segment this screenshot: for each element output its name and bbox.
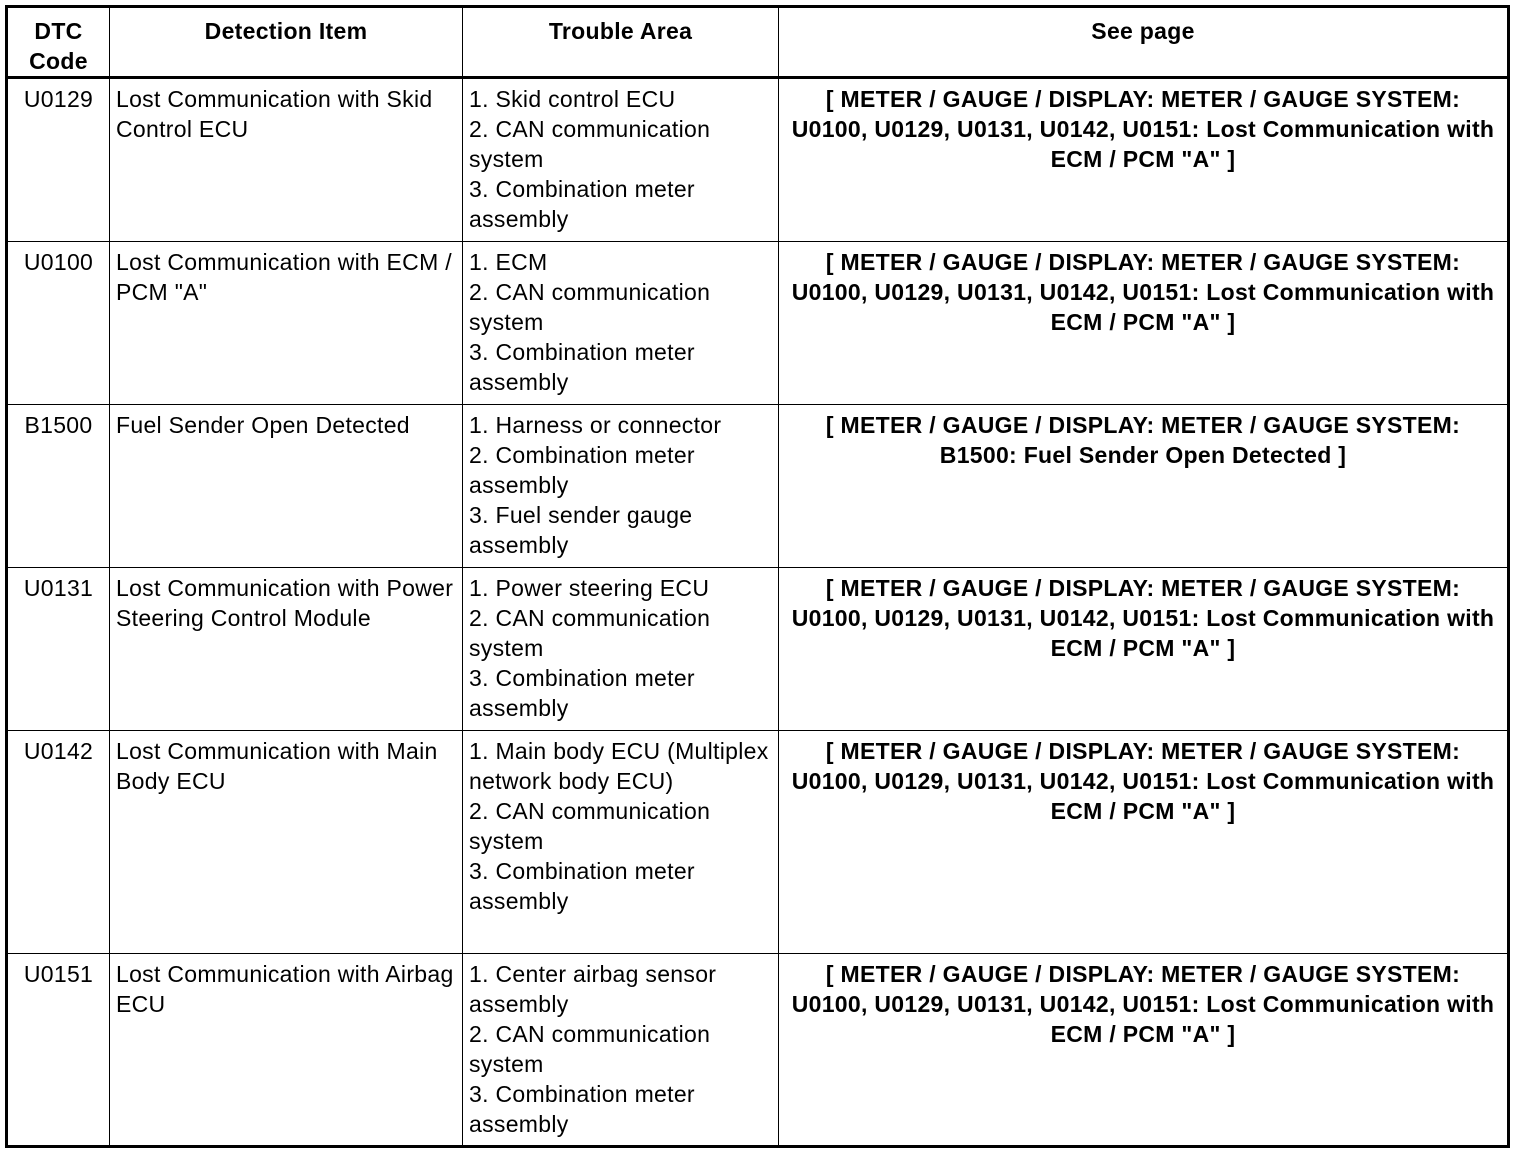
trouble-area-item: 3. Combination meter assembly bbox=[469, 858, 695, 914]
see-page-reference: [ METER / GAUGE / DISPLAY: METER / GAUGE SYSTEM: U0100, U0129, U0131, U0142, U0151: Lost Communication with ECM / PCM "A" ] bbox=[779, 954, 1509, 1147]
trouble-area-item: 1. ECM bbox=[469, 249, 548, 275]
detection-item-cell: Lost Communication with ECM / PCM "A" bbox=[110, 242, 463, 405]
header-trouble-area: Trouble Area bbox=[463, 7, 779, 78]
trouble-area-cell bbox=[463, 242, 779, 405]
header-dtc-code: DTC Code bbox=[7, 7, 110, 78]
table-row bbox=[7, 731, 1509, 954]
dtc-code-cell: U0131 bbox=[7, 568, 110, 731]
trouble-area-item: 3. Combination meter assembly bbox=[469, 1081, 695, 1137]
trouble-area-item: 1. Center airbag sensor assembly bbox=[469, 961, 717, 1017]
see-page-reference: [ METER / GAUGE / DISPLAY: METER / GAUGE SYSTEM: B1500: Fuel Sender Open Detected ] bbox=[779, 405, 1509, 568]
trouble-area-cell bbox=[463, 405, 779, 568]
header-row bbox=[7, 7, 1509, 78]
trouble-area-item: 3. Fuel sender gauge assembly bbox=[469, 502, 693, 558]
trouble-area-item: 1. Skid control ECU bbox=[469, 86, 676, 112]
trouble-area-item: 1. Main body ECU (Multiplex network body ECU) bbox=[469, 738, 769, 794]
detection-item-cell: Lost Communication with Power Steering Control Module bbox=[110, 568, 463, 731]
see-page-reference: [ METER / GAUGE / DISPLAY: METER / GAUGE SYSTEM: U0100, U0129, U0131, U0142, U0151: Lost Communication with ECM / PCM "A" ] bbox=[779, 731, 1509, 954]
trouble-area-cell bbox=[463, 568, 779, 731]
detection-item-cell: Lost Communication with Airbag ECU bbox=[110, 954, 463, 1147]
trouble-area-item: 2. CAN communication system bbox=[469, 605, 711, 661]
detection-item-cell: Lost Communication with Main Body ECU bbox=[110, 731, 463, 954]
trouble-area-item: 1. Power steering ECU bbox=[469, 575, 710, 601]
table-row bbox=[7, 568, 1509, 731]
see-page-reference: [ METER / GAUGE / DISPLAY: METER / GAUGE SYSTEM: U0100, U0129, U0131, U0142, U0151: Lost Communication with ECM / PCM "A" ] bbox=[779, 242, 1509, 405]
trouble-area-item: 1. Harness or connector bbox=[469, 412, 722, 438]
trouble-area-cell bbox=[463, 78, 779, 242]
table-body bbox=[7, 78, 1509, 1147]
trouble-area-item: 2. CAN communication system bbox=[469, 1021, 711, 1077]
table-row bbox=[7, 78, 1509, 242]
trouble-area-cell bbox=[463, 954, 779, 1147]
see-page-reference: [ METER / GAUGE / DISPLAY: METER / GAUGE SYSTEM: U0100, U0129, U0131, U0142, U0151: Lost Communication with ECM / PCM "A" ] bbox=[779, 568, 1509, 731]
header-see-page: See page bbox=[779, 7, 1509, 78]
table-row bbox=[7, 954, 1509, 1147]
see-page-reference: [ METER / GAUGE / DISPLAY: METER / GAUGE SYSTEM: U0100, U0129, U0131, U0142, U0151: Lost Communication with ECM / PCM "A" ] bbox=[779, 78, 1509, 242]
dtc-code-cell: U0151 bbox=[7, 954, 110, 1147]
dtc-code-cell: B1500 bbox=[7, 405, 110, 568]
dtc-code-cell: U0142 bbox=[7, 731, 110, 954]
dtc-table bbox=[5, 5, 1510, 1148]
trouble-area-item: 3. Combination meter assembly bbox=[469, 339, 695, 395]
trouble-area-item: 2. CAN communication system bbox=[469, 116, 711, 172]
table-row bbox=[7, 242, 1509, 405]
dtc-code-cell: U0100 bbox=[7, 242, 110, 405]
trouble-area-item: 3. Combination meter assembly bbox=[469, 176, 695, 232]
header-detection-item: Detection Item bbox=[110, 7, 463, 78]
trouble-area-item: 3. Combination meter assembly bbox=[469, 665, 695, 721]
table-row bbox=[7, 405, 1509, 568]
trouble-area-item: 2. CAN communication system bbox=[469, 798, 711, 854]
trouble-area-item: 2. CAN communication system bbox=[469, 279, 711, 335]
detection-item-cell: Lost Communication with Skid Control ECU bbox=[110, 78, 463, 242]
trouble-area-cell bbox=[463, 731, 779, 954]
detection-item-cell: Fuel Sender Open Detected bbox=[110, 405, 463, 568]
table-header bbox=[7, 7, 1509, 78]
trouble-area-item: 2. Combination meter assembly bbox=[469, 442, 695, 498]
dtc-code-cell: U0129 bbox=[7, 78, 110, 242]
